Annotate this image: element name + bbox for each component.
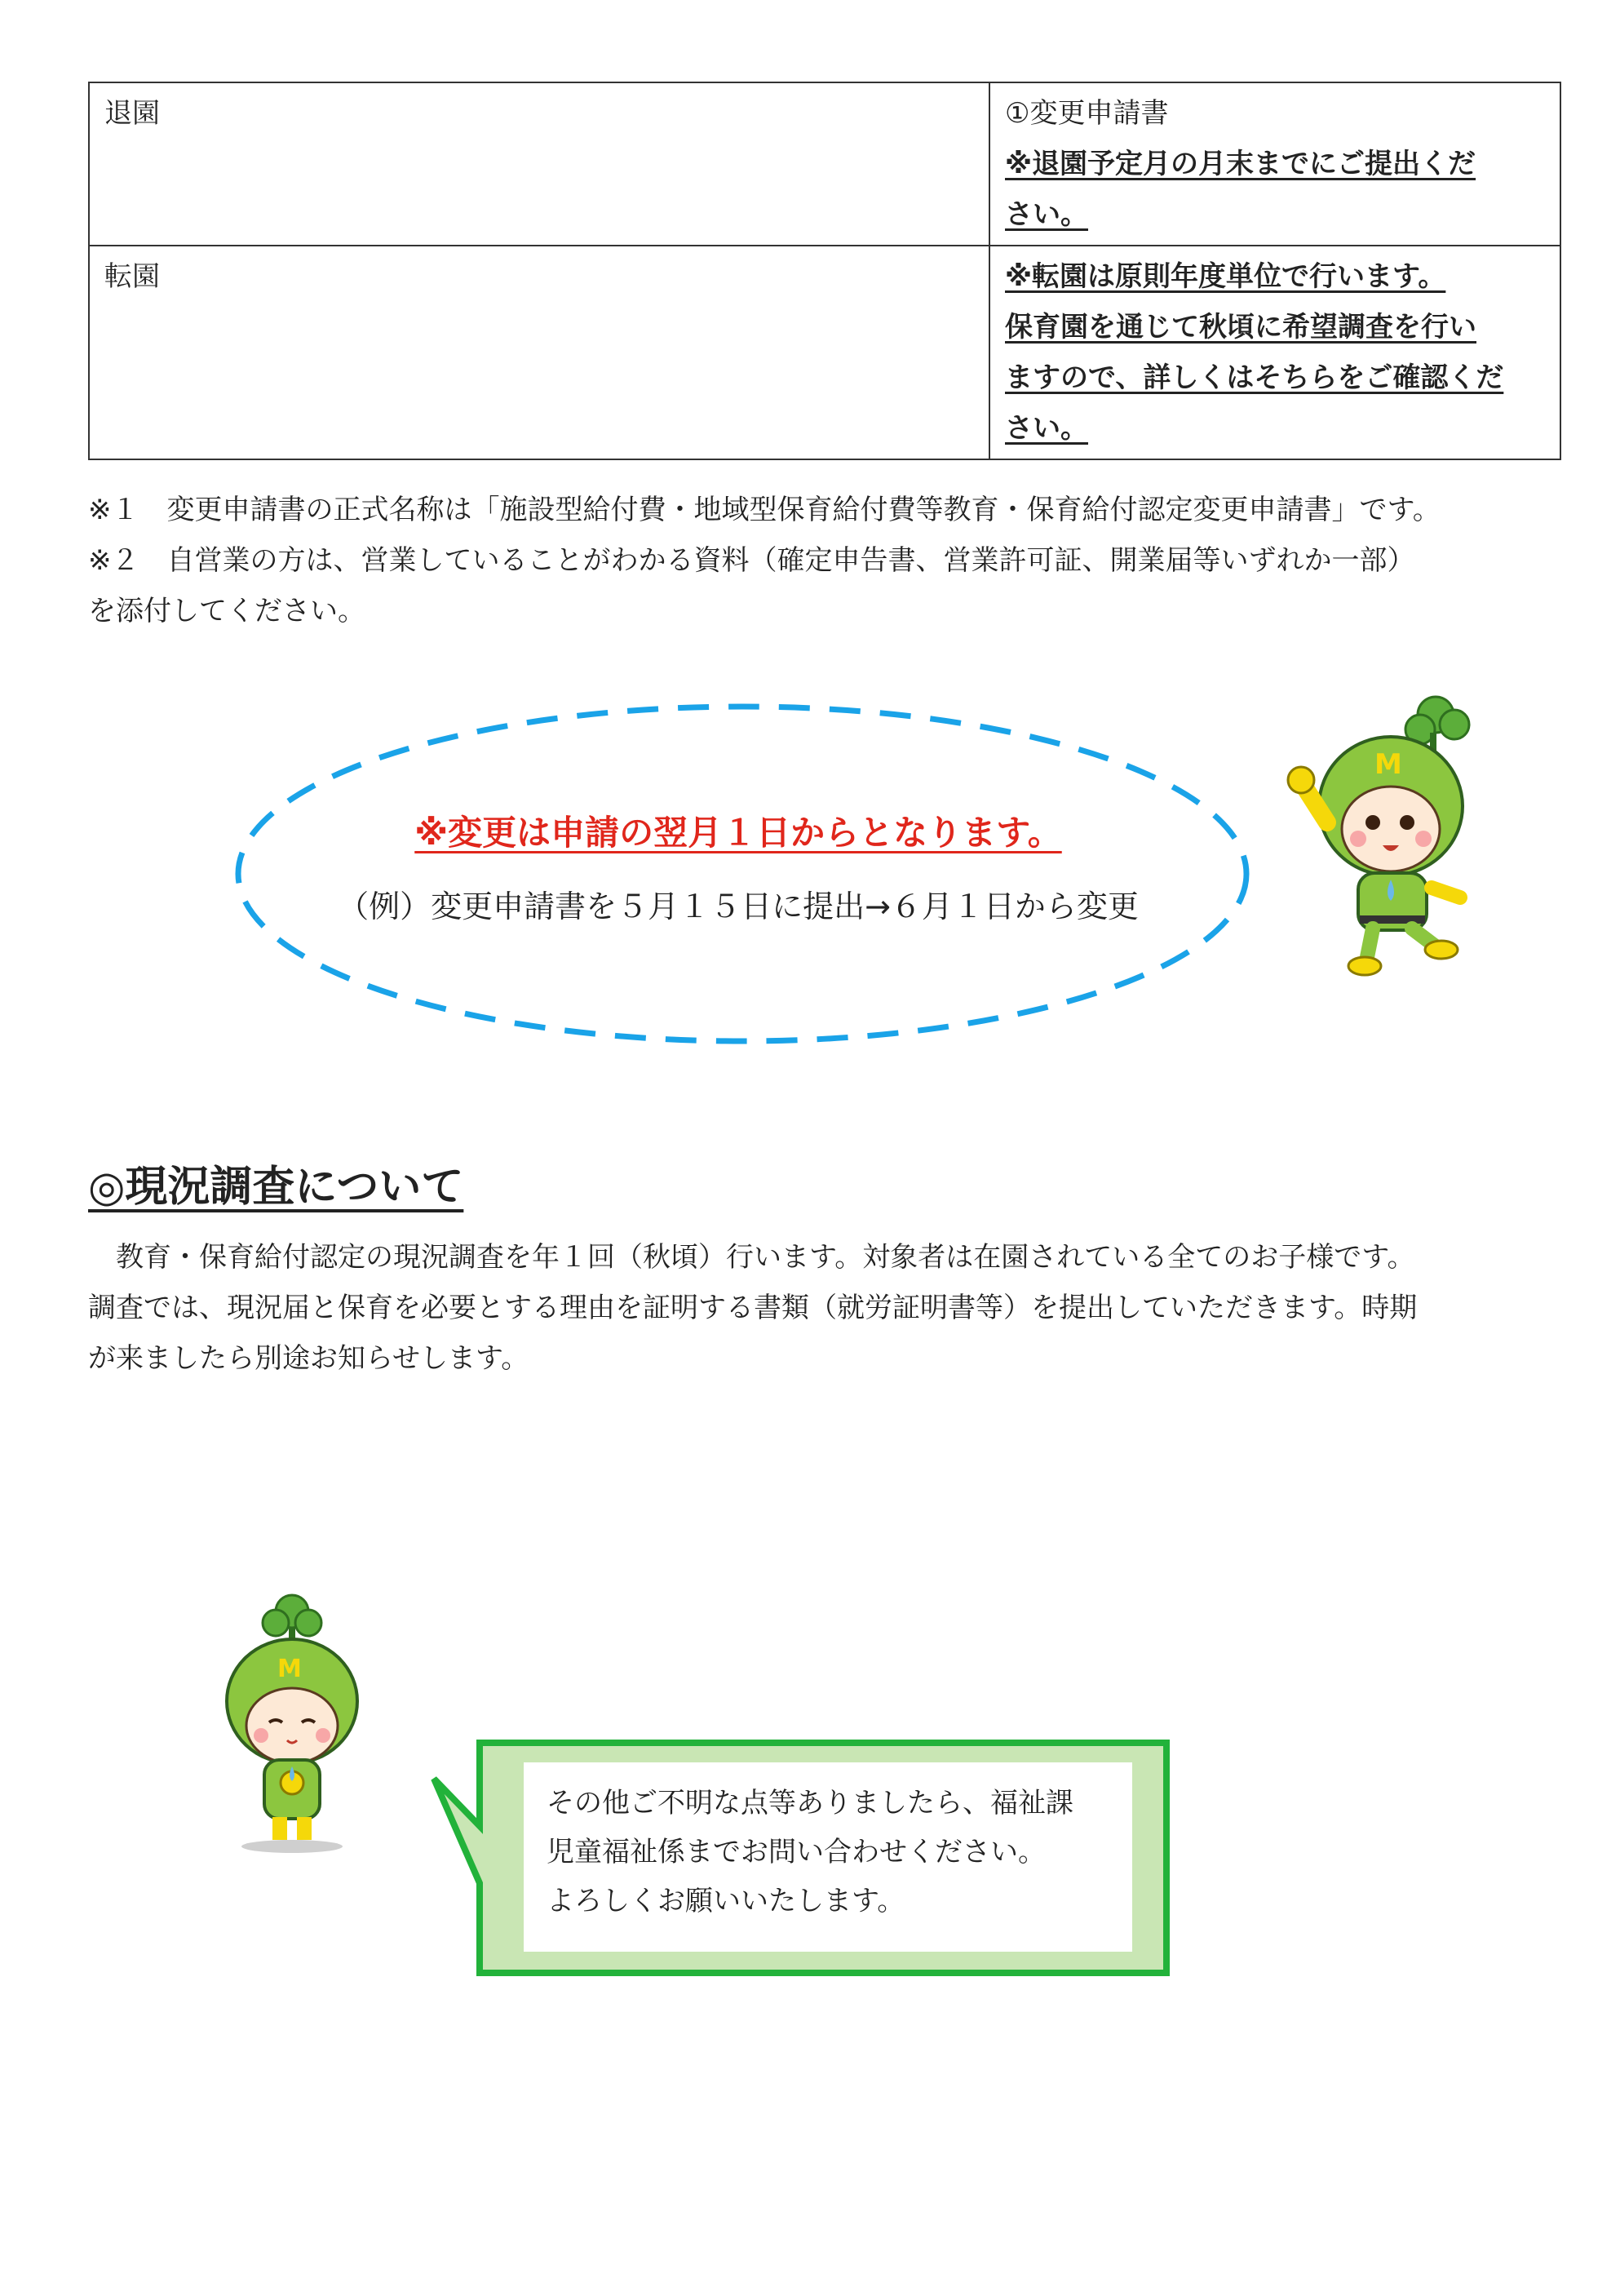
svg-text:M: M — [277, 1655, 302, 1683]
survey-paragraph — [88, 1232, 1565, 1384]
detail-line: ※転園は原則年度単位で行います。 — [1005, 260, 1446, 293]
contact-message — [547, 1779, 1134, 1926]
message-line: 児童福祉係までお問い合わせください。 — [547, 1836, 1046, 1868]
callout-example: （例）変更申請書を５月１５日に提出→６月１日から変更 — [338, 889, 1139, 924]
detail-line: 保育園を通じて秋頃に希望調査を行い — [1005, 311, 1476, 344]
row-label: 転園 — [89, 246, 989, 459]
mascot-bowing-icon — [219, 1587, 365, 1856]
message-line: よろしくお願いいたします。 — [547, 1885, 905, 1917]
row-label: 退園 — [89, 82, 989, 246]
detail-line: ますので、詳しくはそちらをご確認くだ — [1005, 361, 1504, 394]
dashed-ellipse-frame — [228, 698, 1256, 1057]
svg-text:M: M — [1374, 748, 1402, 781]
detail-line: ①変更申請書 — [1005, 97, 1169, 130]
footnote-1: ※１ 変更申請書の正式名称は「施設型給付費・地域型保育給付費等教育・保育給付認定変更申請書」です。 — [88, 494, 1441, 526]
message-line: その他ご不明な点等ありましたら、福祉課 — [547, 1787, 1073, 1820]
mascot-pointing-icon — [1268, 684, 1481, 977]
paragraph-line: 調査では、現況届と保育を必要とする理由を証明する書類（就労証明書等）を提出していただきます。時期 — [88, 1292, 1418, 1324]
procedure-table — [88, 82, 1561, 460]
section-heading: ◎現況調査について — [88, 1163, 464, 1212]
row-detail — [989, 246, 1560, 459]
paragraph-line: 教育・保育給付認定の現況調査を年１回（秋頃）行います。対象者は在園されている全てのお子様です。 — [88, 1241, 1415, 1274]
paragraph-line: が来ましたら別途お知らせします。 — [88, 1342, 529, 1375]
row-detail — [989, 82, 1560, 246]
footnote-2-cont: を添付してください。 — [88, 595, 365, 627]
detail-line: さい。 — [1005, 412, 1088, 445]
detail-line: ※退園予定月の月末までにご提出くだ — [1005, 148, 1476, 180]
footnote-2: ※２ 自営業の方は、営業していることがわかる資料（確定申告書、営業許可証、開業届等いずれか一部） — [88, 544, 1415, 577]
table-row — [89, 246, 1560, 459]
callout-headline: ※変更は申請の翌月１日からとなります。 — [414, 813, 1062, 853]
detail-line: さい。 — [1005, 198, 1088, 231]
table-row — [89, 82, 1560, 246]
footnotes — [88, 485, 1565, 636]
